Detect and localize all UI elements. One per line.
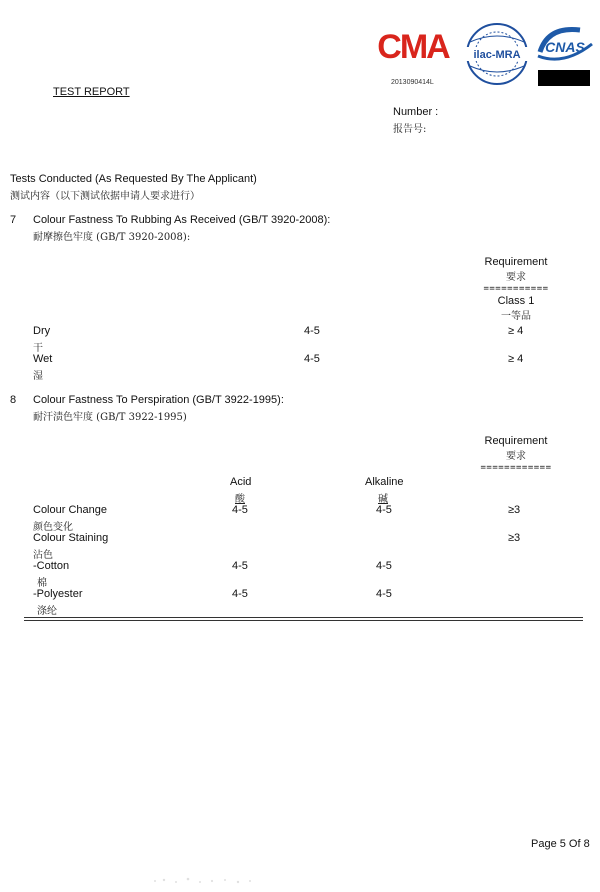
end-divider-top — [24, 617, 583, 618]
colour-change-requirement: ≥3 — [508, 504, 521, 516]
cotton-acid: 4-5 — [232, 560, 248, 572]
colour-change-acid: 4-5 — [232, 504, 248, 516]
page-number: Page 5 Of 8 — [531, 838, 590, 850]
colour-change-label-cn: 颜色变化 — [33, 522, 73, 533]
cotton-alkaline: 4-5 — [376, 560, 392, 572]
section-7-title: Colour Fastness To Rubbing As Received (GB/T 3920-2008): — [33, 214, 331, 226]
dry-requirement: ≥ 4 — [508, 325, 524, 337]
section-7-title-cn: 耐摩擦色牢度 (GB/T 3920-2008): — [33, 232, 191, 243]
requirement-label: Requirement — [484, 435, 548, 447]
dry-label-cn: 干 — [33, 343, 43, 354]
colour-staining-requirement: ≥3 — [508, 532, 521, 544]
polyester-alkaline: 4-5 — [376, 588, 392, 600]
requirement-separator: =========== — [483, 284, 549, 294]
wet-result: 4-5 — [304, 353, 320, 365]
alkaline-column-header-cn: 碱 — [378, 494, 388, 505]
class-label: Class 1 — [497, 295, 535, 307]
report-title: TEST REPORT — [53, 86, 130, 98]
tests-conducted-title: Tests Conducted (As Requested By The Applicant) — [10, 173, 257, 185]
cma-code: 2013090414L — [391, 79, 434, 86]
section-8-requirement-header — [466, 435, 566, 473]
requirement-separator: ============ — [480, 463, 552, 473]
report-number-label: Number : — [393, 106, 439, 118]
dry-label: Dry — [33, 325, 51, 337]
polyester-label-cn: 涤纶 — [37, 606, 57, 617]
section-7-requirement-header — [466, 256, 566, 322]
section-8-number: 8 — [10, 394, 17, 406]
polyester-label: -Polyester — [33, 588, 83, 600]
svg-text:CNAS: CNAS — [545, 39, 585, 55]
section-8-title-cn: 耐汗渍色牢度 (GB/T 3922-1995) — [33, 412, 187, 423]
alkaline-column-header: Alkaline — [365, 476, 404, 488]
requirement-label: Requirement — [484, 256, 548, 268]
acid-column-header-cn: 酸 — [235, 494, 245, 505]
redaction-box — [538, 70, 590, 86]
report-number-label-cn: 报告号: — [393, 124, 427, 135]
section-7-number: 7 — [10, 214, 17, 226]
scan-smudge — [150, 876, 260, 886]
svg-text:ilac-MRA: ilac-MRA — [473, 49, 521, 61]
section-8-title: Colour Fastness To Perspiration (GB/T 3922-1995): — [33, 394, 284, 406]
polyester-acid: 4-5 — [232, 588, 248, 600]
cnas-logo — [534, 22, 596, 72]
wet-requirement: ≥ 4 — [508, 353, 524, 365]
colour-staining-label: Colour Staining — [33, 532, 109, 544]
cma-logo — [372, 22, 454, 70]
wet-label-cn: 湿 — [33, 371, 43, 382]
colour-change-label: Colour Change — [33, 504, 107, 516]
colour-change-alkaline: 4-5 — [376, 504, 392, 516]
svg-text:CMA: CMA — [377, 28, 449, 66]
dry-result: 4-5 — [304, 325, 320, 337]
cotton-label: -Cotton — [33, 560, 70, 572]
cotton-label-cn: 棉 — [37, 578, 47, 589]
ilac-mra-logo — [462, 22, 532, 86]
requirement-label-cn: 要求 — [506, 272, 526, 283]
colour-staining-label-cn: 沾色 — [33, 550, 53, 561]
class-label-cn: 一等品 — [501, 311, 531, 322]
acid-column-header: Acid — [230, 476, 252, 488]
wet-label: Wet — [33, 353, 53, 365]
end-divider-bottom — [24, 620, 583, 621]
requirement-label-cn: 要求 — [506, 451, 526, 462]
tests-conducted-title-cn: 测试内容（以下测试依据申请人要求进行） — [10, 191, 200, 202]
